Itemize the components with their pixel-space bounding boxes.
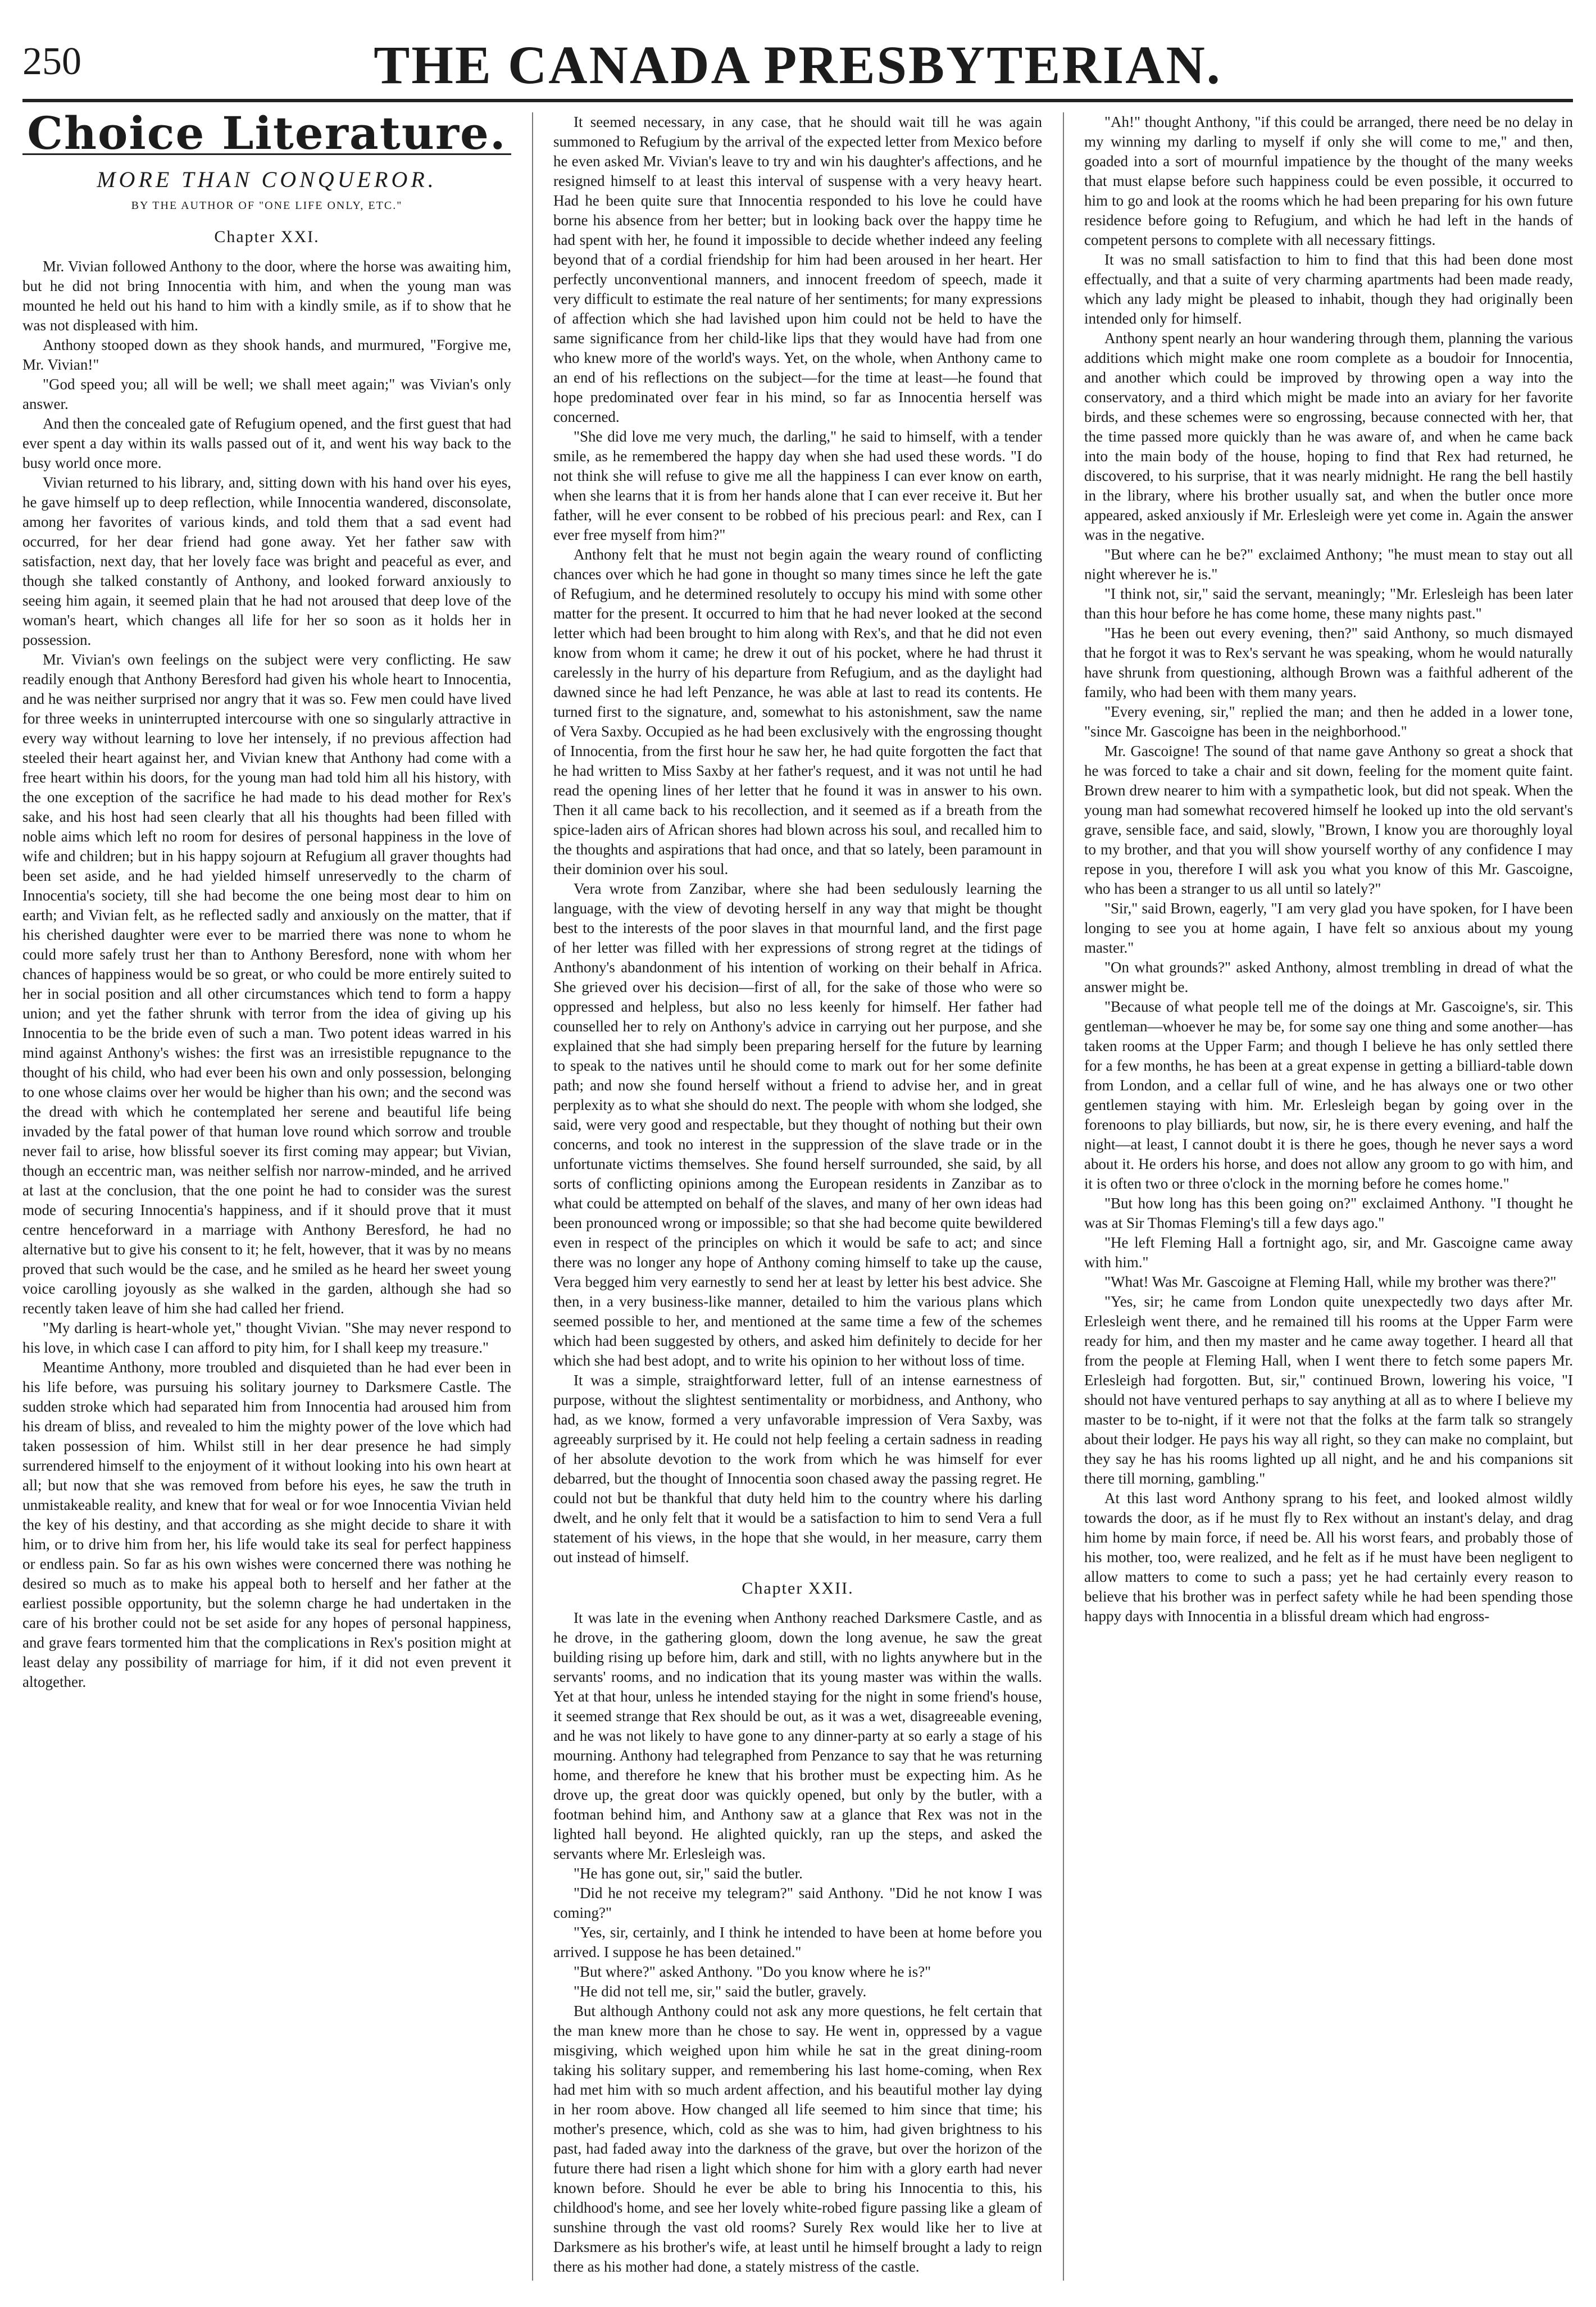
story-byline: BY THE AUTHOR OF "ONE LIFE ONLY, ETC.": [131, 199, 403, 212]
paragraph: And then the concealed gate of Refugium opened, and the first guest that had ever spent a day within its walls passed out of it, and went his way back to the busy world once more.: [22, 415, 511, 471]
chapter-heading: Chapter XXI.: [214, 227, 320, 246]
column-rule: [532, 112, 533, 2281]
paragraph: Mr. Vivian's own feelings on the subject were very conflicting. He saw readily enough that Anthony Beresford had given his whole heart to Innocentia, and he was neither surprised nor angry that it was so. Few men could have lived for three weeks in uninterrupted intercourse with one so singularly attractive in every way without learning to love her intensely, if no previous affection had steeled their heart against her, and Vivian knew that Anthony had come with a free heart within his doors, for the young man had told him all his history, with the one exception of the sacrifice he had made to his dead mother for Rex's sake, and his host had seen clearly that all his thoughts had been filled with noble aims which left no room for desires of personal happiness in the love of wife and children; but in his happy sojourn at Refugium all graver thoughts had been set aside, and he had yielded himself unreservedly to the charm of Innocentia's society, till she had become the one being most dear to him on earth; and Vivian felt, as he reflected sadly and anxiously on the matter, that if his cherished daughter were ever to be married there was none to whom he could more safely trust her than to Anthony Beresford, none with whom her chances of happiness would be so great, or who could be more entirely suited to her in social position and all other circumstances which tend to form a happy union; and yet the father shrunk with terror from the idea of giving up his Innocentia to be the bride even of such a man. Two potent ideas warred in his mind against Anthony's wishes: the first was an irresistible repugnance to the thought of his child, who had ever been his own and only possession, belonging to one whose claims over her would be higher than his own; and the second was the dread with which he contemplated her serene and beautiful life being invaded by the fatal power of that human love round which sorrow and trouble never fail to arise, how blissful soever its first coming may appear; but Vivian, though an eccentric man, was neither selfish nor narrow-minded, and he arrived at last at the conclusion, that the one point he had to consider was the surest mode of securing Innocentia's happiness, and if it should prove that it must centre henceforward in a marriage with Anthony Beresford, he had no alternative but to give his consent to it; he felt, however, that it was by no means proved that such would be the case, and he smiled as he heard her sweet young voice carolling joyously as she walked in the garden, although she had so recently taken leave of him she had called her friend.: [22, 651, 511, 1317]
paragraph: Mr. Vivian followed Anthony to the door, where the horse was awaiting him, but he did not bring Innocentia with him, and when the young man was mounted he held out his hand to him with a kindly smile, as if to show that he was not displeased with him.: [22, 258, 511, 334]
column-rule: [1063, 112, 1064, 2281]
paragraph: Anthony spent nearly an hour wandering through them, planning the various additions which might make one room complete as a boudoir for Innocentia, and another which could be improved by throwing open a way into the conservatory, and a third which might be made into an aviary for her favorite birds, and these schemes were so engrossing, because connected with her, that the time passed more quickly than he was aware of, and when he came back into the main body of the house, hoping to find that Rex had returned, he discovered, to his surprise, that it was nearly midnight. He rang the bell hastily in the library, where his brother usually sat, and when the butler once more appeared, asked anxiously if Mr. Erlesleigh were yet come in. Again the answer was in the negative.: [1084, 330, 1573, 543]
column-2: [553, 112, 1042, 2281]
paragraph: "Has he been out every evening, then?" said Anthony, so much dismayed that he forgot it was to Rex's servant he was speaking, whom he would naturally have shrunk from questioning, although Brown was a faithful adherent of the family, who had been with them many years.: [1084, 625, 1573, 700]
paragraph: Vera wrote from Zanzibar, where she had been sedulously learning the language, with the view of devoting herself in any way that might be thought best to the interests of the poor slaves in that mournful land, and the first page of her letter was filled with her expressions of strong regret at the tidings of Anthony's abandonment of his intention of working on their behalf in Africa. She grieved over his decision—first of all, for the sake of those who were so oppressed and helpless, but also no less keenly for himself. Her father had counselled her to rely on Anthony's advice in carrying out her purpose, and she explained that she had simply been preparing herself for the future by learning to speak to the natives until he should come to mark out for her some definite path; and now she found herself without a friend to advise her, and in great perplexity as to what she should do next. The people with whom she lodged, she said, were very good and respectable, but they thought of nothing but their own concerns, and took no interest in the suppression of the slave trade or in the unfortunate victims themselves. She found herself surrounded, she said, by all sorts of conflicting opinions among the European residents in Zanzibar as to what could be attempted on behalf of the slaves, and many of her own ideas had been pronounced wrong or impossible; so that she had become quite bewildered even in respect of the principles on which it would be safe to act; and since there was no longer any hope of Anthony coming himself to take up the cause, Vera begged him very earnestly to send her at least by letter his best advice. She then, in a very business-like manner, detailed to him the various plans which seemed possible to her, and mentioned at the same time a few of the schemes which had been suggested by others, and asked him definitely to decide for her which she had best adopt, and to write his opinion to her without loss of time.: [553, 880, 1042, 1369]
paragraph: "I think not, sir," said the servant, meaningly; "Mr. Erlesleigh has been later than this hour before he has come home, these many nights past.": [1084, 585, 1573, 622]
chapter-heading: Chapter XXII.: [742, 1579, 854, 1598]
story-title: MORE THAN CONQUEROR.: [97, 167, 437, 192]
paragraph: Meantime Anthony, more troubled and disquieted than he had ever been in his life before, was pursuing his solitary journey to Darksmere Castle. The sudden stroke which had separated him from Innocentia had aroused him from his dream of bliss, and revealed to him the mighty power of the love which had taken possession of him. Whilst still in her dear presence he had simply surrendered himself to the enjoyment of it without looking into his own heart at all; but now that she was removed from before his eyes, he saw the truth in unmistakeable reality, and knew that for weal or for woe Innocentia Vivian held the key of his destiny, and that according as she might decide to share it with him, or to drive him from her, his life would take its seal for perfect happiness or endless pain. So far as his own wishes were concerned there was nothing he desired so much as to make his appeal both to herself and her father at the earliest possible opportunity, but the solemn charge he had undertaken in the care of his brother could not be set aside for any hopes of personal happiness, and grave fears tormented him that the complications in Rex's position might at least delay any possibility of marriage for him, if it did not even prevent it altogether.: [22, 1359, 511, 1690]
paragraph: "He did not tell me, sir," said the butler, gravely.: [574, 1983, 867, 2000]
paragraph: "Because of what people tell me of the doings at Mr. Gascoigne's, sir. This gentleman—whoever he may be, for some say one thing and some another—has taken rooms at the Upper Farm; and though I believe he has only settled there for a few months, he has been at a great expense in getting a billiard-table down from London, and a cellar full of wine, and he has always one or two other gentlemen staying with him. Mr. Erlesleigh began by going over in the forenoons to play billiards, but now, sir, he is there every evening, and half the night—at least, I cannot doubt it is there he goes, though he never says a word about it. He orders his horse, and does not allow any groom to go with him, and it is often two or three o'clock in the morning before he comes home.": [1084, 998, 1573, 1192]
paragraph: "But where?" asked Anthony. "Do you know where he is?": [574, 1963, 931, 1980]
paragraph: "He left Fleming Hall a fortnight ago, sir, and Mr. Gascoigne came away with him.": [1084, 1234, 1573, 1271]
masthead: [22, 22, 1573, 107]
masthead-rule: [22, 99, 1573, 102]
paragraph: "But how long has this been going on?" exclaimed Anthony. "I thought he was at Sir Thomas Fleming's till a few days ago.": [1084, 1195, 1573, 1231]
paragraph: "But where can he be?" exclaimed Anthony; "he must mean to stay out all night wherever he is.": [1084, 546, 1573, 583]
paragraph: But although Anthony could not ask any more questions, he felt certain that the man knew more than he chose to say. He went in, oppressed by a vague misgiving, which weighed upon him while he sat in the great dining-room taking his solitary supper, and remembering his last home-coming, when Rex had met him with so much ardent affection, and his beautiful mother lay dying in her room above. How changed all life seemed to him since that time; his mother's presence, which, cold as she was to him, had given brightness to his past, had faded away into the darkness of the grave, but over the horizon of the future there had risen a light which shone for him with a glory earth had never known before. Should he ever be able to bring his Innocentia to this, his childhood's home, and see her lovely white-robed figure passing like a gleam of sunshine through the vast old rooms? Surely Rex would like her to live at Darksmere as his brother's wife, at least until he himself brought a lady to reign there as his mother had done, a stately mistress of the castle.: [553, 2003, 1042, 2275]
paragraph: Vivian returned to his library, and, sitting down with his hand over his eyes, he gave himself up to deep reflection, while Innocentia wandered, disconsolate, among her favorites of various kinds, and told them that a sad event had occurred, for her dear friend had gone away. Yet her father saw with satisfaction, next day, that her lovely face was bright and peaceful as ever, and though she talked constantly of Anthony, and looked forward anxiously to seeing him again, it seemed plain that he had not aroused that deep love of the woman's heart, which changes all life for her so soon as it holds her in possession.: [22, 474, 511, 648]
paragraph: "Did he not receive my telegram?" said Anthony. "Did he not know I was coming?": [553, 1885, 1042, 1921]
paragraph: It seemed necessary, in any case, that he should wait till he was again summoned to Refugium by the arrival of the expected letter from Mexico before he even asked Mr. Vivian's leave to try and win his daughter's affections, and he resigned himself to at least this interval of suspense with a very heavy heart. Had he been quite sure that Innocentia responded to his love he could have borne his absence from her better; but in looking back over the happy time he had spent with her, he found it impossible to decide whether indeed any feeling beyond that of a cordial friendship for him had been aroused in her heart. Her perfectly unconventional manners, and innocent freedom of speech, made it very difficult to estimate the real nature of her sentiments; for many expressions of affection which she had lavished upon him could not be held to have the same significance from her child-like lips that they would have had from one who knew more of the world's ways. Yet, on the whole, when Anthony came to an end of his reflections on the subject—for the time at least—he found that hope predominated over fear in his mind, so far as Innocentia herself was concerned.: [553, 113, 1042, 425]
page-number: 250: [22, 40, 81, 83]
paragraph: It was late in the evening when Anthony reached Darksmere Castle, and as he drove, in the gathering gloom, down the long avenue, he saw the great building rising up before him, dark and still, with no lights anywhere but in the servants' rooms, and no indication that its young master was within the walls. Yet at that hour, unless he intended staying for the night in some friend's house, it seemed strange that Rex should be out, as it was a wet, disagreeable evening, and he was not likely to have gone to any dinner-party at so early a stage of his mourning. Anthony had telegraphed from Penzance to say that he was returning home, and therefore he knew that his brother must be expecting him. As he drove up, the great door was quickly opened, but only by the butler, with a footman behind him, and Anthony saw at a glance that Rex was not in the lighted hall beyond. He alighted quickly, ran up the steps, and asked the servants where Mr. Erlesleigh was.: [553, 1609, 1042, 1862]
paragraph: "He has gone out, sir," said the butler.: [574, 1865, 803, 1882]
paragraph: "On what grounds?" asked Anthony, almost trembling in dread of what the answer might be.: [1084, 959, 1573, 995]
paragraph: It was a simple, straightforward letter, full of an intense earnestness of purpose, without the slightest sentimentality or morbidness, and Anthony, who had, as we know, formed a very unfavorable impression of Vera Saxby, was agreeably surprised by it. He could not help feeling a certain sadness in reading of her absolute devotion to the work from which he was himself for ever debarred, but the thought of Innocentia soon chased away the passing regret. He could not but be thankful that duty held him to the country where his darling dwelt, and he only felt that it would be a satisfaction to him to send Vera a full statement of his views, in the hope that she would, in her measure, carry them out instead of himself.: [553, 1372, 1042, 1566]
paragraph: At this last word Anthony sprang to his feet, and looked almost wildly towards the door, as if he must fly to Rex without an instant's delay, and drag him home by main force, if need be. All his worst fears, and probably those of his mother, too, were realized, and he felt as if he must have been negligent to allow matters to come to such a pass; yet he had certainly every reason to believe that his brother was in perfect safety while he had been spending those happy days with Innocentia in a blissful dream which had engross-: [1084, 1490, 1573, 1625]
paragraph: "Sir," said Brown, eagerly, "I am very glad you have spoken, for I have been longing to see you at home again, I have felt so anxious about my young master.": [1084, 900, 1573, 956]
paragraph: "Yes, sir; he came from London quite unexpectedly two days after Mr. Erlesleigh went there, and he remained till his rooms at the Upper Farm were ready for him, and then my master and he came away together. I heard all that from the people at Fleming Hall, when I went there to fetch some papers Mr. Erlesleigh had forgotten. But, sir," continued Brown, lowering his voice, "I should not have ventured perhaps to say anything at all as to where I believe my master to be to-night, if it were not that the folks at the farm talk so strangely about their lodger. He pays his way all right, so they can make no complaint, but they say he has his rooms lighted up all night, and he and his companions sit there till morning, gambling.": [1084, 1293, 1573, 1487]
journal-title: THE CANADA PRESBYTERIAN.: [374, 35, 1222, 95]
paragraph: "What! Was Mr. Gascoigne at Fleming Hall, while my brother was there?": [1104, 1273, 1557, 1290]
paragraph: "My darling is heart-whole yet," thought Vivian. "She may never respond to his love, in which case I can afford to pity him, for I shall keep my treasure.": [22, 1319, 511, 1356]
section-heading: Choice Literature.: [22, 124, 511, 155]
paragraph: "Yes, sir, certainly, and I think he intended to have been at home before you arrived. I suppose he has been detained.": [553, 1924, 1042, 1960]
paragraph: "God speed you; all will be well; we shall meet again;" was Vivian's only answer.: [22, 376, 511, 412]
paragraph: "She did love me very much, the darling," he said to himself, with a tender smile, as he remembered the happy day when she had used these words. "I do not think she will refuse to give me all the happiness I can ever know on earth, when she learns that it is from her hands alone that I can ever receive it. But her father, will he ever consent to be robbed of his precious pearl: and Rex, can I ever free myself from him?": [553, 428, 1042, 543]
paragraph: Mr. Gascoigne! The sound of that name gave Anthony so great a shock that he was forced to take a chair and sit down, feeling for the moment quite faint. Brown drew nearer to him with a sympathetic look, but did not speak. When the young man had somewhat recovered himself he looked up into the old servant's grave, sensible face, and said, slowly, "Brown, I know you are thoroughly loyal to my brother, and that you will show yourself worthy of any confidence I may repose in you, therefore I will ask you what you know of this Mr. Gascoigne, who has been a stranger to us all until so lately?": [1084, 743, 1573, 897]
paragraph: Anthony felt that he must not begin again the weary round of conflicting chances over which he had gone in thought so many times since he left the gate of Refugium, and he determined resolutely to occupy his mind with some other matter for the present. It occurred to him that he had never looked at the second letter which had been brought to him along with Rex's, and that he did not even know from whom it came; he drew it out of his pocket, where he had thrust it carelessly in the hurry of his departure from Refugium, and as the daylight had dawned since he had left Penzance, he was able at last to read its contents. He turned first to the signature, and, somewhat to his astonishment, saw the name of Vera Saxby. Occupied as he had been exclusively with the engrossing thought of Innocentia, from the first hour he saw her, he had quite forgotten the fact that he had written to Miss Saxby at her father's request, and it was not until he had read the opening lines of her letter that he found it was in answer to his own. Then it all came back to his recollection, and it seemed as if a breath from the spice-laden airs of African shores had blown across his soul, and recalled him to the thoughts and aspirations that had once, and that so lately, been paramount in their dominion over his soul.: [553, 546, 1042, 877]
paragraph: It was no small satisfaction to him to find that this had been done most effectually, and that a suite of very charming apartments had been made ready, which any lady might be pleased to inhabit, though they had originally been intended only for himself.: [1084, 251, 1573, 327]
paragraph: "Ah!" thought Anthony, "if this could be arranged, there need be no delay in my winning my darling to myself if only she will come to me," and then, goaded into a sort of mournful impatience by the thought of the many weeks that must elapse before such happiness could be even possible, it occurred to him to go and look at the rooms which he had been preparing for his own future residence before going to Refugium, and which he had left in the hands of competent persons to complete with all necessary fittings.: [1084, 113, 1573, 248]
paragraph: Anthony stooped down as they shook hands, and murmured, "Forgive me, Mr. Vivian!": [22, 336, 511, 373]
column-3: [1084, 112, 1573, 2281]
column-1: [22, 112, 511, 2281]
paragraph: "Every evening, sir," replied the man; and then he added in a lower tone, "since Mr. Gascoigne has been in the neighborhood.": [1084, 703, 1573, 740]
